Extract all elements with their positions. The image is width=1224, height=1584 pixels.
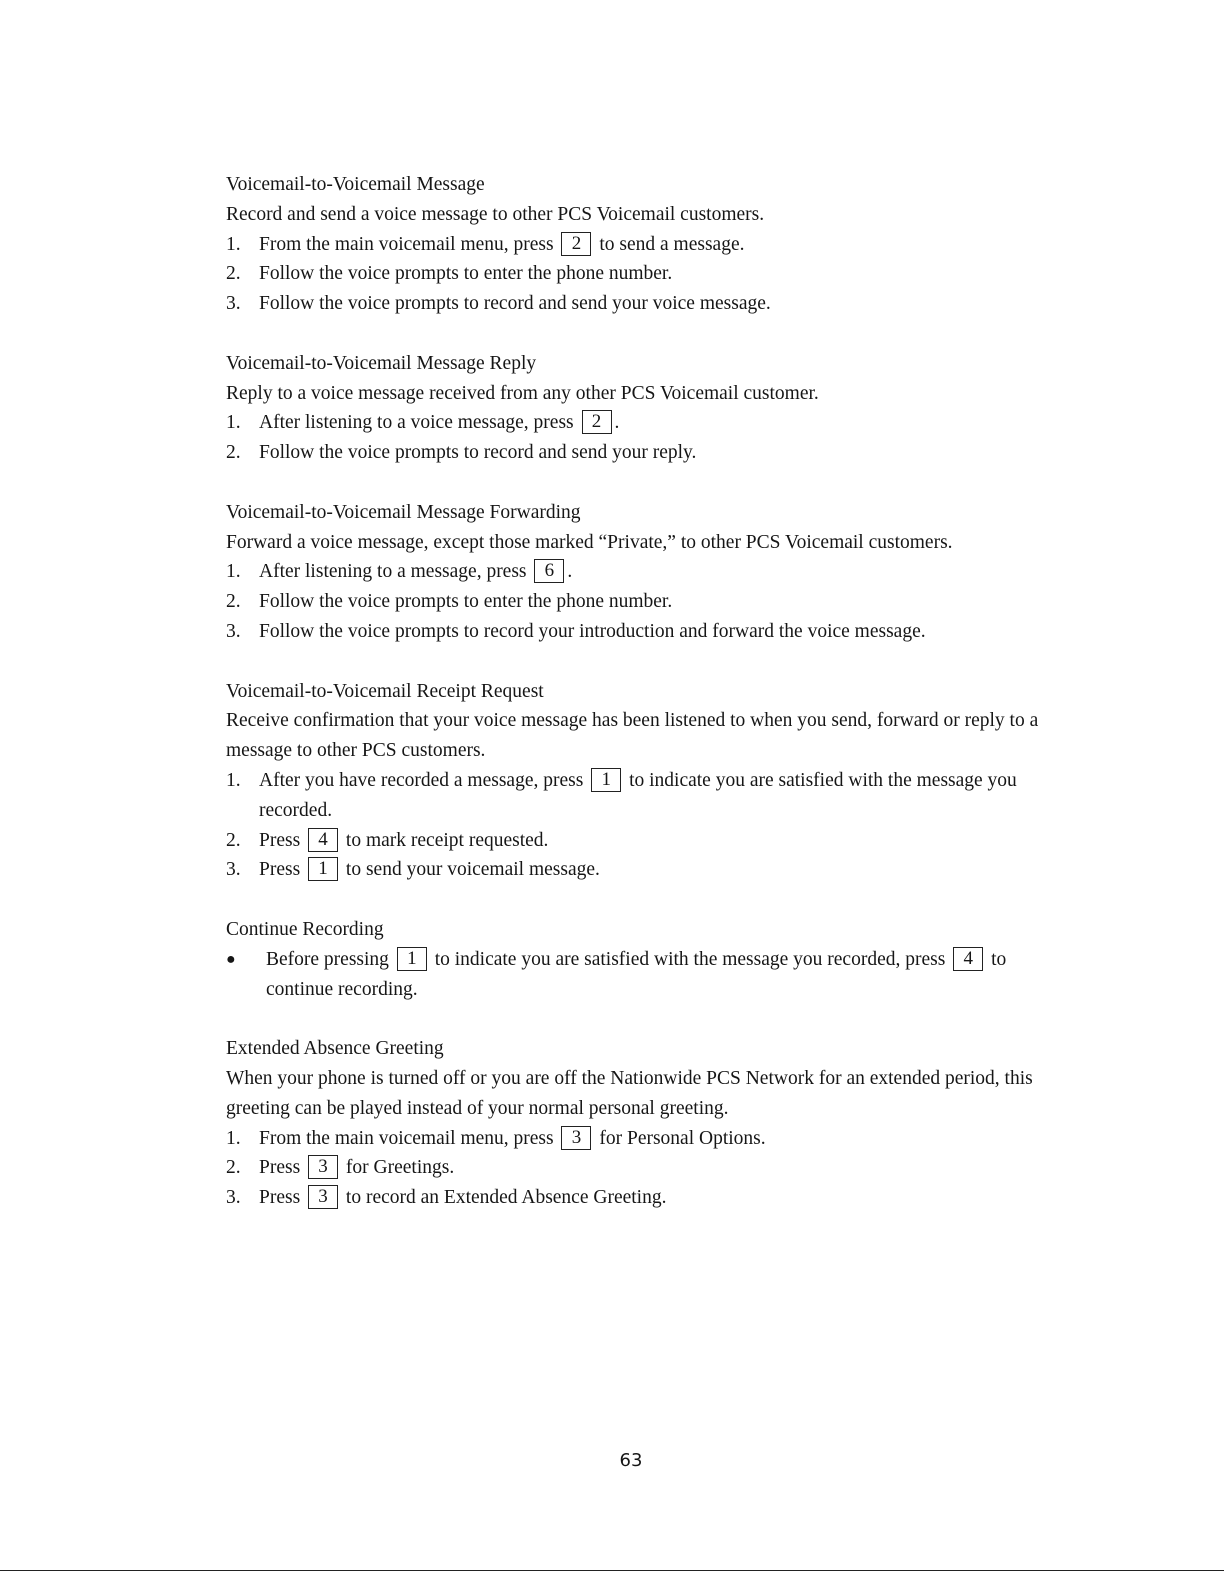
keypad-key: 3 (561, 1126, 591, 1150)
steps-list (226, 408, 1046, 468)
page-number: 63 (619, 1450, 643, 1471)
step-text-after: to send your voicemail message. (345, 859, 600, 881)
step-text (259, 1153, 1046, 1183)
step-text (259, 826, 1046, 856)
step-text: Follow the voice prompts to enter the phone number. (259, 263, 673, 285)
step-text (259, 766, 1046, 826)
step-item (226, 1153, 1046, 1183)
bullet-text-middle: to indicate you are satisfied with the message you recorded, press (434, 948, 946, 970)
steps-list (226, 230, 1046, 319)
section-intro: Record and send a voice message to other PCS Voicemail customers. (226, 203, 765, 225)
step-number: 3. (226, 293, 241, 315)
step-number: 3. (226, 1187, 241, 1209)
step-number: 1. (226, 769, 241, 791)
step-text-before: After listening to a message, press (259, 561, 527, 583)
step-number: 2. (226, 442, 241, 464)
step-text-before: After listening to a voice message, press (259, 412, 574, 434)
section-intro: Forward a voice message, except those marked “Private,” to other PCS Voicemail customers. (226, 531, 953, 553)
keypad-key: 1 (308, 857, 338, 881)
section-heading: Extended Absence Greeting (226, 1038, 444, 1060)
step-item (226, 766, 1046, 826)
bullet-text-before: Before pressing (266, 948, 389, 970)
section-intro: Receive confirmation that your voice message has been listened to when you send, forward or reply to a message to other PCS customers. (226, 710, 1039, 762)
steps-list (226, 557, 1046, 646)
step-number: 3. (226, 859, 241, 881)
step-item (226, 587, 1046, 617)
keypad-key: 3 (308, 1185, 338, 1209)
step-text (259, 557, 1046, 587)
step-text-after: to indicate you are satisfied with the message you recorded. (259, 769, 1017, 821)
step-item (226, 230, 1046, 260)
step-text (259, 408, 1046, 438)
steps-list (226, 766, 1046, 885)
keypad-key: 1 (591, 768, 621, 792)
section-voicemail-reply (226, 349, 1046, 468)
step-text (259, 1124, 1046, 1154)
step-number: 2. (226, 591, 241, 613)
section-voicemail-message (226, 170, 1046, 319)
keypad-key: 6 (534, 559, 564, 583)
step-item (226, 617, 1046, 647)
section-intro: Reply to a voice message received from any other PCS Voicemail customer. (226, 382, 819, 404)
step-item (226, 259, 1046, 289)
bullet-item (226, 945, 1046, 1005)
step-number: 1. (226, 233, 241, 255)
step-item (226, 557, 1046, 587)
step-text: Follow the voice prompts to record and send your voice message. (259, 293, 771, 315)
section-continue-recording (226, 915, 1046, 1004)
step-number: 2. (226, 263, 241, 285)
keypad-key: 2 (582, 410, 612, 434)
step-text: Follow the voice prompts to record your introduction and forward the voice message. (259, 620, 926, 642)
step-text-before: Press (259, 859, 301, 881)
step-item (226, 1183, 1046, 1213)
step-text-after: to mark receipt requested. (345, 829, 549, 851)
step-text-after: to send a message. (599, 233, 745, 255)
step-text-before: From the main voicemail menu, press (259, 233, 554, 255)
step-text (259, 855, 1046, 885)
step-text (259, 1183, 1046, 1213)
section-heading: Continue Recording (226, 918, 384, 940)
step-text (259, 230, 1046, 260)
bottom-rule (0, 1570, 1224, 1571)
step-text: Follow the voice prompts to enter the phone number. (259, 591, 673, 613)
step-item (226, 408, 1046, 438)
section-extended-absence (226, 1034, 1046, 1213)
section-heading: Voicemail-to-Voicemail Receipt Request (226, 680, 544, 702)
step-number: 1. (226, 412, 241, 434)
step-number: 3. (226, 620, 241, 642)
step-item (226, 438, 1046, 468)
step-text-after: for Greetings. (345, 1157, 455, 1179)
section-heading: Voicemail-to-Voicemail Message Forwarding (226, 501, 581, 523)
step-text-before: Press (259, 829, 301, 851)
step-text-before: After you have recorded a message, press (259, 769, 584, 791)
bullet-text-after: to continue recording. (266, 948, 1007, 1000)
step-number: 1. (226, 1127, 241, 1149)
keypad-key: 4 (953, 947, 983, 971)
step-number: 2. (226, 1157, 241, 1179)
step-number: 2. (226, 829, 241, 851)
step-text-after: for Personal Options. (599, 1127, 766, 1149)
section-receipt-request (226, 677, 1046, 886)
step-text-before: From the main voicemail menu, press (259, 1127, 554, 1149)
step-item (226, 1124, 1046, 1154)
step-text-after: to record an Extended Absence Greeting. (345, 1187, 667, 1209)
section-intro: When your phone is turned off or you are off the Nationwide PCS Network for an extended period, this greeting can be played instead of your normal personal greeting. (226, 1067, 1033, 1119)
bullet-text (266, 945, 1046, 1005)
keypad-key: 4 (308, 828, 338, 852)
keypad-key: 3 (308, 1155, 338, 1179)
step-text-after: . (614, 412, 620, 434)
bullet-icon: ● (226, 950, 236, 968)
step-text-after: . (567, 561, 573, 583)
step-item (226, 826, 1046, 856)
step-item (226, 855, 1046, 885)
keypad-key: 1 (397, 947, 427, 971)
keypad-key: 2 (561, 232, 591, 256)
section-heading: Voicemail-to-Voicemail Message (226, 174, 485, 195)
step-text-before: Press (259, 1157, 301, 1179)
step-text: Follow the voice prompts to record and send your reply. (259, 442, 697, 464)
step-item (226, 289, 1046, 319)
step-number: 1. (226, 561, 241, 583)
section-heading: Voicemail-to-Voicemail Message Reply (226, 352, 537, 374)
step-text-before: Press (259, 1187, 301, 1209)
page-content (226, 170, 1046, 1243)
steps-list (226, 1124, 1046, 1213)
section-voicemail-forwarding (226, 498, 1046, 647)
